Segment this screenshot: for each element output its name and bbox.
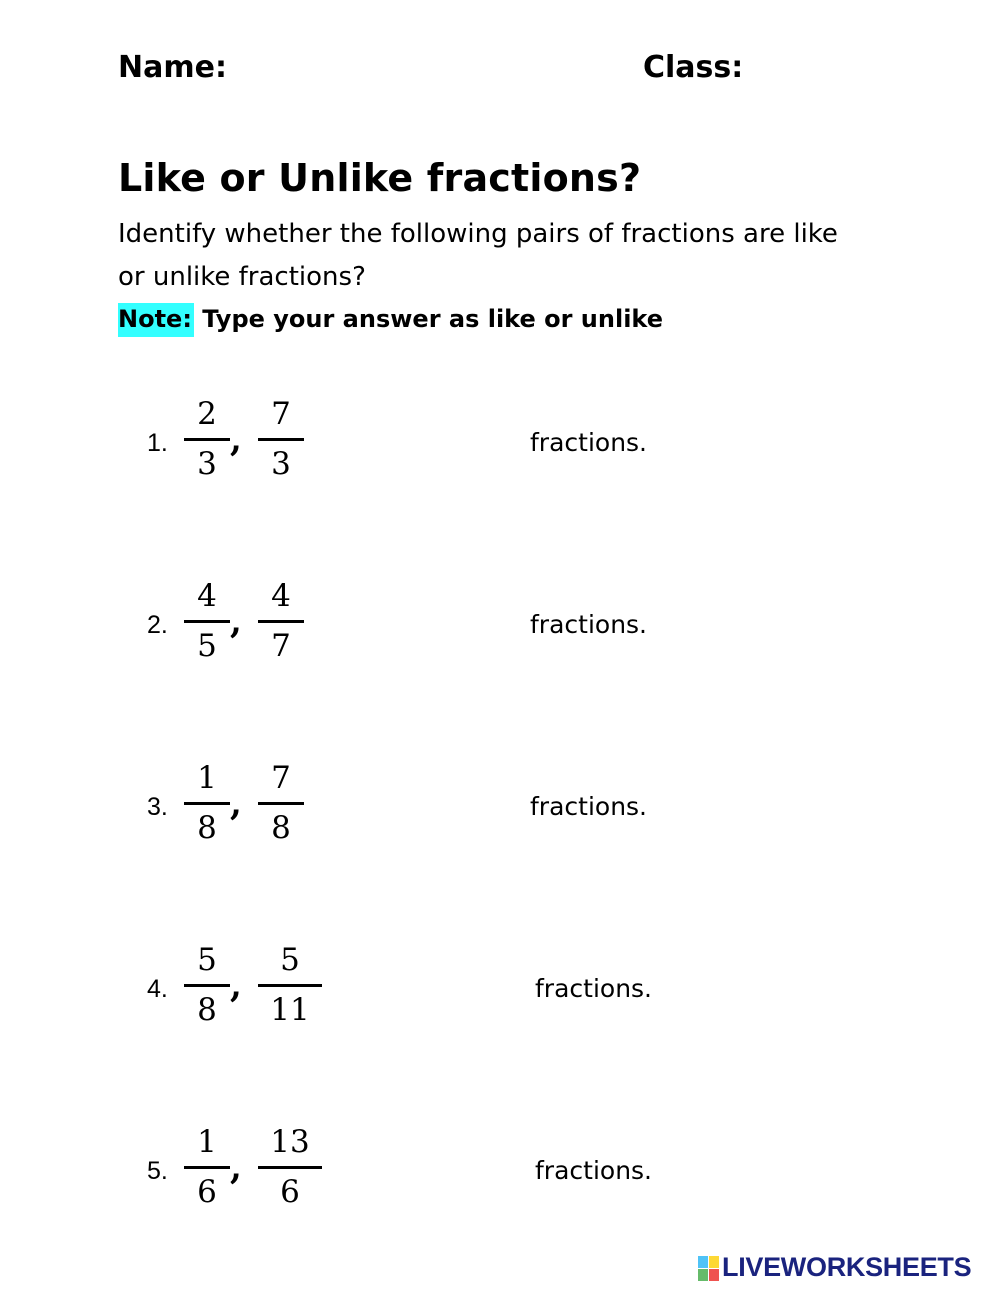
- comma-separator: ,: [230, 1148, 242, 1188]
- answer-input-3[interactable]: [330, 787, 524, 829]
- name-input[interactable]: [225, 48, 609, 90]
- denominator: 6: [280, 1174, 300, 1210]
- numerator: 2: [197, 396, 217, 432]
- fraction-b: [258, 397, 304, 481]
- class-input[interactable]: [745, 48, 969, 90]
- fraction-b: [258, 1125, 322, 1209]
- denominator: 8: [271, 810, 291, 846]
- note-text: Type your answer as like or unlike: [202, 305, 664, 333]
- fraction-a: [184, 579, 230, 663]
- fractions-suffix: fractions.: [530, 610, 648, 639]
- numerator: 13: [270, 1124, 310, 1160]
- comma-separator: ,: [230, 966, 242, 1006]
- answer-input-2[interactable]: [330, 605, 524, 647]
- fraction-a: [184, 761, 230, 845]
- fractions-suffix: fractions.: [530, 428, 648, 457]
- denominator: 7: [271, 628, 291, 664]
- fraction-bar: [184, 984, 230, 987]
- fraction-b: [258, 761, 304, 845]
- denominator: 6: [197, 1174, 217, 1210]
- fraction-b: [258, 579, 304, 663]
- denominator: 3: [197, 446, 217, 482]
- fraction-bar: [184, 1166, 230, 1169]
- numerator: 1: [197, 760, 217, 796]
- fraction-a: [184, 943, 230, 1027]
- numerator: 7: [271, 760, 291, 796]
- numerator: 5: [197, 942, 217, 978]
- fractions-suffix: fractions.: [535, 974, 653, 1003]
- liveworksheets-logo-text: LIVEWORKSHEETS: [722, 1252, 972, 1282]
- comma-separator: ,: [230, 420, 242, 460]
- fraction-bar: [184, 802, 230, 805]
- fraction-b: [258, 943, 322, 1027]
- numerator: 4: [271, 578, 291, 614]
- fraction-bar: [258, 620, 304, 623]
- instructions-line-1: Identify whether the following pairs of fractions are like: [118, 219, 838, 249]
- fraction-a: [184, 1125, 230, 1209]
- liveworksheets-blocks-icon: [698, 1256, 720, 1282]
- fraction-bar: [258, 802, 304, 805]
- fractions-suffix: fractions.: [530, 792, 648, 821]
- denominator: 3: [271, 446, 291, 482]
- fraction-a: [184, 397, 230, 481]
- comma-separator: ,: [230, 784, 242, 824]
- fraction-bar: [184, 438, 230, 441]
- question-number: 5.: [147, 1157, 168, 1185]
- question-number: 4.: [147, 975, 168, 1003]
- denominator: 11: [270, 992, 310, 1028]
- numerator: 7: [271, 396, 291, 432]
- numerator: 1: [197, 1124, 217, 1160]
- numerator: 4: [197, 578, 217, 614]
- fractions-suffix: fractions.: [535, 1156, 653, 1185]
- fraction-bar: [258, 1166, 322, 1169]
- denominator: 8: [197, 810, 217, 846]
- note: [118, 305, 663, 333]
- answer-input-1[interactable]: [330, 423, 524, 465]
- question-number: 3.: [147, 793, 168, 821]
- answer-input-5[interactable]: [338, 1151, 530, 1193]
- note-label: Note:: [118, 303, 194, 337]
- worksheet-title: Like or Unlike fractions?: [118, 156, 642, 200]
- denominator: 5: [197, 628, 217, 664]
- fraction-bar: [258, 984, 322, 987]
- fraction-bar: [184, 620, 230, 623]
- instructions-line-2: or unlike fractions?: [118, 262, 366, 292]
- question-number: 2.: [147, 611, 168, 639]
- answer-input-4[interactable]: [338, 969, 530, 1011]
- class-label: Class:: [643, 50, 744, 85]
- fraction-bar: [258, 438, 304, 441]
- comma-separator: ,: [230, 602, 242, 642]
- name-label: Name:: [118, 50, 227, 85]
- denominator: 8: [197, 992, 217, 1028]
- numerator: 5: [280, 942, 300, 978]
- question-number: 1.: [147, 429, 168, 457]
